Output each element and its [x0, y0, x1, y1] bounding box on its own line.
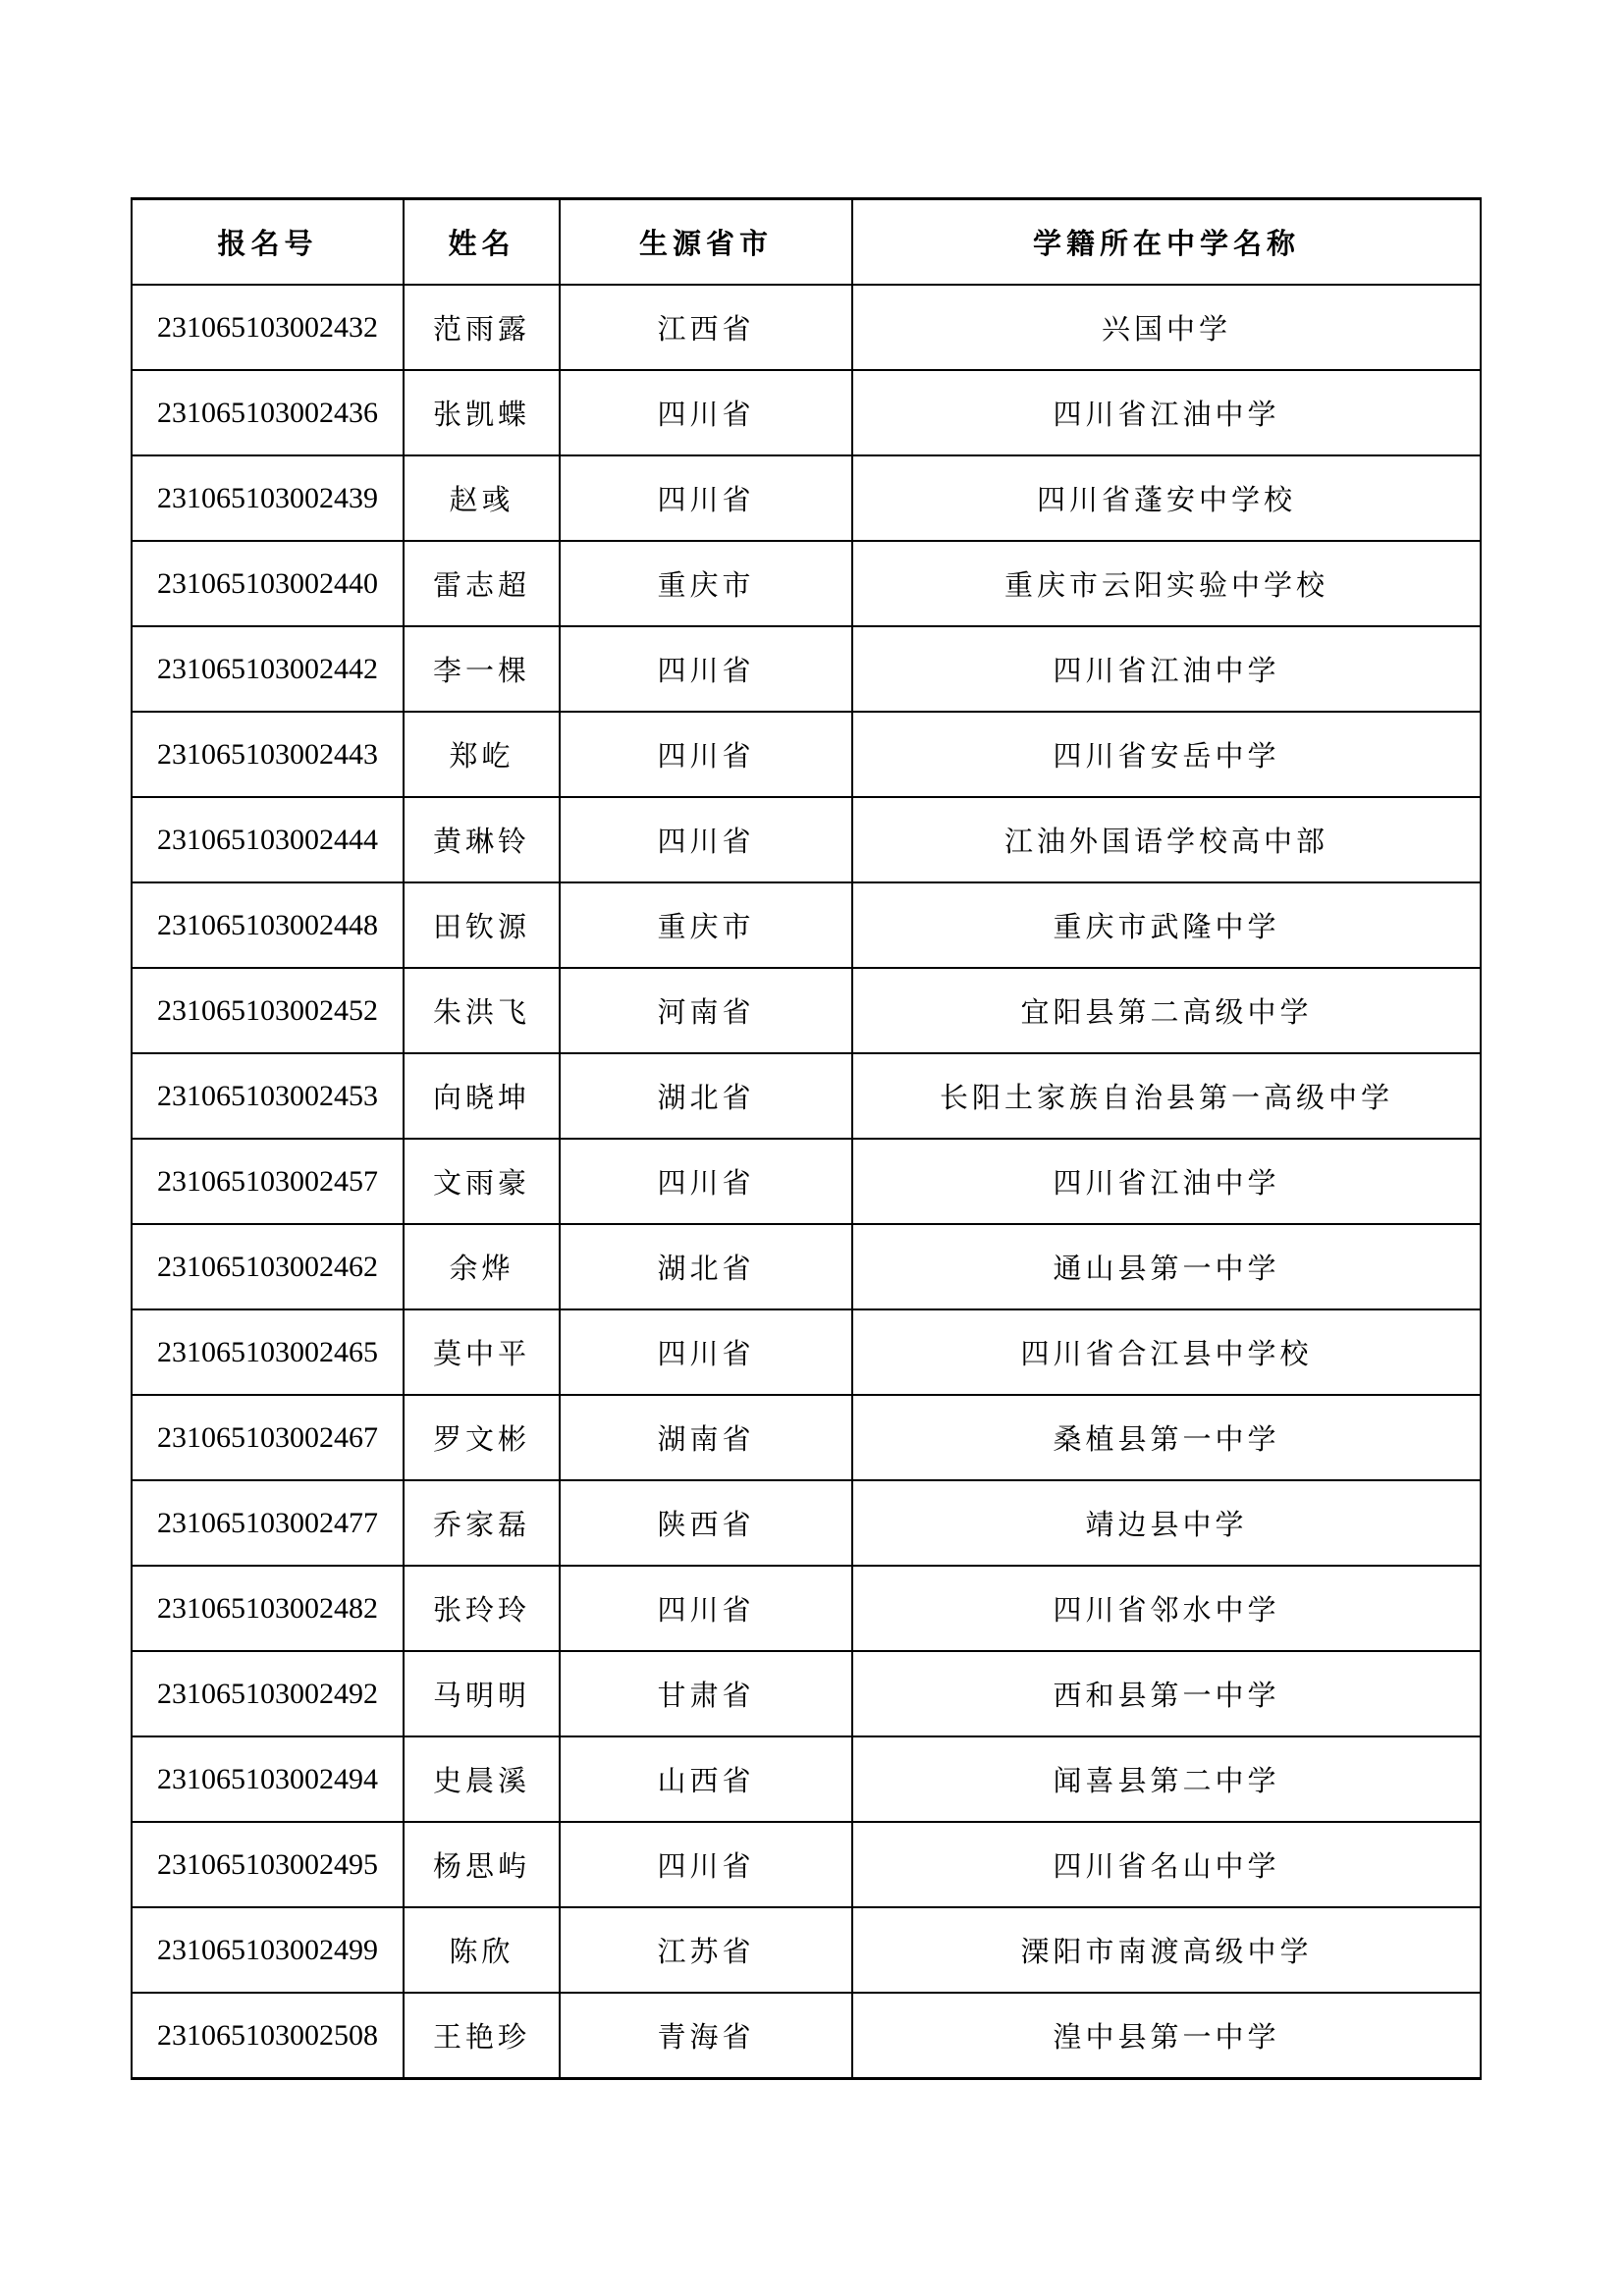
- table-row: [132, 370, 1481, 455]
- registration-number-cell: 231065103002495: [132, 1822, 404, 1907]
- province-cell: 湖南省: [560, 1395, 852, 1480]
- table-row: [132, 1907, 1481, 1993]
- table-row: [132, 882, 1481, 968]
- province-cell: 四川省: [560, 1822, 852, 1907]
- school-name-cell: 重庆市云阳实验中学校: [852, 541, 1481, 626]
- school-name-cell: 溧阳市南渡高级中学: [852, 1907, 1481, 1993]
- registration-number-cell: 231065103002448: [132, 882, 404, 968]
- school-name-cell: 江油外国语学校高中部: [852, 797, 1481, 882]
- student-name-cell: 史晨溪: [404, 1736, 560, 1822]
- registration-number-cell: 231065103002439: [132, 455, 404, 541]
- table-row: [132, 1480, 1481, 1566]
- registration-number-cell: 231065103002462: [132, 1224, 404, 1309]
- registration-number-cell: 231065103002443: [132, 712, 404, 797]
- table-row: [132, 285, 1481, 370]
- school-name-cell: 四川省江油中学: [852, 626, 1481, 712]
- student-name-cell: 王艳珍: [404, 1993, 560, 2079]
- registration-number-cell: 231065103002442: [132, 626, 404, 712]
- province-cell: 甘肃省: [560, 1651, 852, 1736]
- header-registration-number: 报名号: [132, 199, 404, 286]
- school-name-cell: 宜阳县第二高级中学: [852, 968, 1481, 1053]
- table-row: [132, 1822, 1481, 1907]
- registration-number-cell: 231065103002465: [132, 1309, 404, 1395]
- province-cell: 山西省: [560, 1736, 852, 1822]
- student-name-cell: 陈欣: [404, 1907, 560, 1993]
- student-name-cell: 罗文彬: [404, 1395, 560, 1480]
- school-name-cell: 四川省蓬安中学校: [852, 455, 1481, 541]
- school-name-cell: 通山县第一中学: [852, 1224, 1481, 1309]
- school-name-cell: 四川省安岳中学: [852, 712, 1481, 797]
- student-name-cell: 雷志超: [404, 541, 560, 626]
- province-cell: 四川省: [560, 712, 852, 797]
- student-name-cell: 朱洪飞: [404, 968, 560, 1053]
- table-row: [132, 797, 1481, 882]
- student-name-cell: 张凯蝶: [404, 370, 560, 455]
- province-cell: 四川省: [560, 797, 852, 882]
- header-name: 姓名: [404, 199, 560, 286]
- province-cell: 湖北省: [560, 1053, 852, 1139]
- header-province: 生源省市: [560, 199, 852, 286]
- student-name-cell: 郑屹: [404, 712, 560, 797]
- table-row: [132, 455, 1481, 541]
- school-name-cell: 四川省邻水中学: [852, 1566, 1481, 1651]
- table-row: [132, 1224, 1481, 1309]
- registration-number-cell: 231065103002494: [132, 1736, 404, 1822]
- student-name-cell: 莫中平: [404, 1309, 560, 1395]
- table-row: [132, 1139, 1481, 1224]
- province-cell: 青海省: [560, 1993, 852, 2079]
- table-row: [132, 1651, 1481, 1736]
- province-cell: 四川省: [560, 1309, 852, 1395]
- table-row: [132, 1395, 1481, 1480]
- school-name-cell: 四川省合江县中学校: [852, 1309, 1481, 1395]
- registration-number-cell: 231065103002432: [132, 285, 404, 370]
- registration-number-cell: 231065103002482: [132, 1566, 404, 1651]
- school-name-cell: 长阳土家族自治县第一高级中学: [852, 1053, 1481, 1139]
- school-name-cell: 西和县第一中学: [852, 1651, 1481, 1736]
- school-name-cell: 湟中县第一中学: [852, 1993, 1481, 2079]
- province-cell: 四川省: [560, 1139, 852, 1224]
- student-name-cell: 文雨豪: [404, 1139, 560, 1224]
- table-row: [132, 1309, 1481, 1395]
- registration-number-cell: 231065103002477: [132, 1480, 404, 1566]
- table-row: [132, 712, 1481, 797]
- admission-list-sheet: [131, 197, 1480, 2080]
- province-cell: 湖北省: [560, 1224, 852, 1309]
- school-name-cell: 兴国中学: [852, 285, 1481, 370]
- school-name-cell: 四川省名山中学: [852, 1822, 1481, 1907]
- school-name-cell: 桑植县第一中学: [852, 1395, 1481, 1480]
- table-row: [132, 1993, 1481, 2079]
- student-name-cell: 李一棵: [404, 626, 560, 712]
- province-cell: 重庆市: [560, 541, 852, 626]
- registration-number-cell: 231065103002440: [132, 541, 404, 626]
- school-name-cell: 四川省江油中学: [852, 370, 1481, 455]
- registration-number-cell: 231065103002436: [132, 370, 404, 455]
- table-row: [132, 968, 1481, 1053]
- registration-number-cell: 231065103002508: [132, 1993, 404, 2079]
- province-cell: 四川省: [560, 626, 852, 712]
- province-cell: 四川省: [560, 455, 852, 541]
- student-name-cell: 田钦源: [404, 882, 560, 968]
- table-row: [132, 1053, 1481, 1139]
- student-name-cell: 马明明: [404, 1651, 560, 1736]
- registration-number-cell: 231065103002453: [132, 1053, 404, 1139]
- table-row: [132, 1736, 1481, 1822]
- header-school: 学籍所在中学名称: [852, 199, 1481, 286]
- table-row: [132, 1566, 1481, 1651]
- province-cell: 江苏省: [560, 1907, 852, 1993]
- school-name-cell: 四川省江油中学: [852, 1139, 1481, 1224]
- registration-number-cell: 231065103002457: [132, 1139, 404, 1224]
- province-cell: 重庆市: [560, 882, 852, 968]
- registration-number-cell: 231065103002452: [132, 968, 404, 1053]
- province-cell: 河南省: [560, 968, 852, 1053]
- registration-number-cell: 231065103002499: [132, 1907, 404, 1993]
- table-body: [132, 285, 1481, 2079]
- student-name-cell: 余烨: [404, 1224, 560, 1309]
- student-name-cell: 赵彧: [404, 455, 560, 541]
- student-name-cell: 向晓坤: [404, 1053, 560, 1139]
- student-name-cell: 杨思屿: [404, 1822, 560, 1907]
- registration-number-cell: 231065103002467: [132, 1395, 404, 1480]
- registration-number-cell: 231065103002444: [132, 797, 404, 882]
- school-name-cell: 靖边县中学: [852, 1480, 1481, 1566]
- student-name-cell: 张玲玲: [404, 1566, 560, 1651]
- table-header-row: [132, 199, 1481, 286]
- province-cell: 江西省: [560, 285, 852, 370]
- table-row: [132, 541, 1481, 626]
- province-cell: 四川省: [560, 370, 852, 455]
- student-name-cell: 黄琳铃: [404, 797, 560, 882]
- province-cell: 陕西省: [560, 1480, 852, 1566]
- province-cell: 四川省: [560, 1566, 852, 1651]
- student-name-cell: 乔家磊: [404, 1480, 560, 1566]
- school-name-cell: 重庆市武隆中学: [852, 882, 1481, 968]
- admission-list-table: [131, 197, 1482, 2080]
- table-row: [132, 626, 1481, 712]
- registration-number-cell: 231065103002492: [132, 1651, 404, 1736]
- student-name-cell: 范雨露: [404, 285, 560, 370]
- school-name-cell: 闻喜县第二中学: [852, 1736, 1481, 1822]
